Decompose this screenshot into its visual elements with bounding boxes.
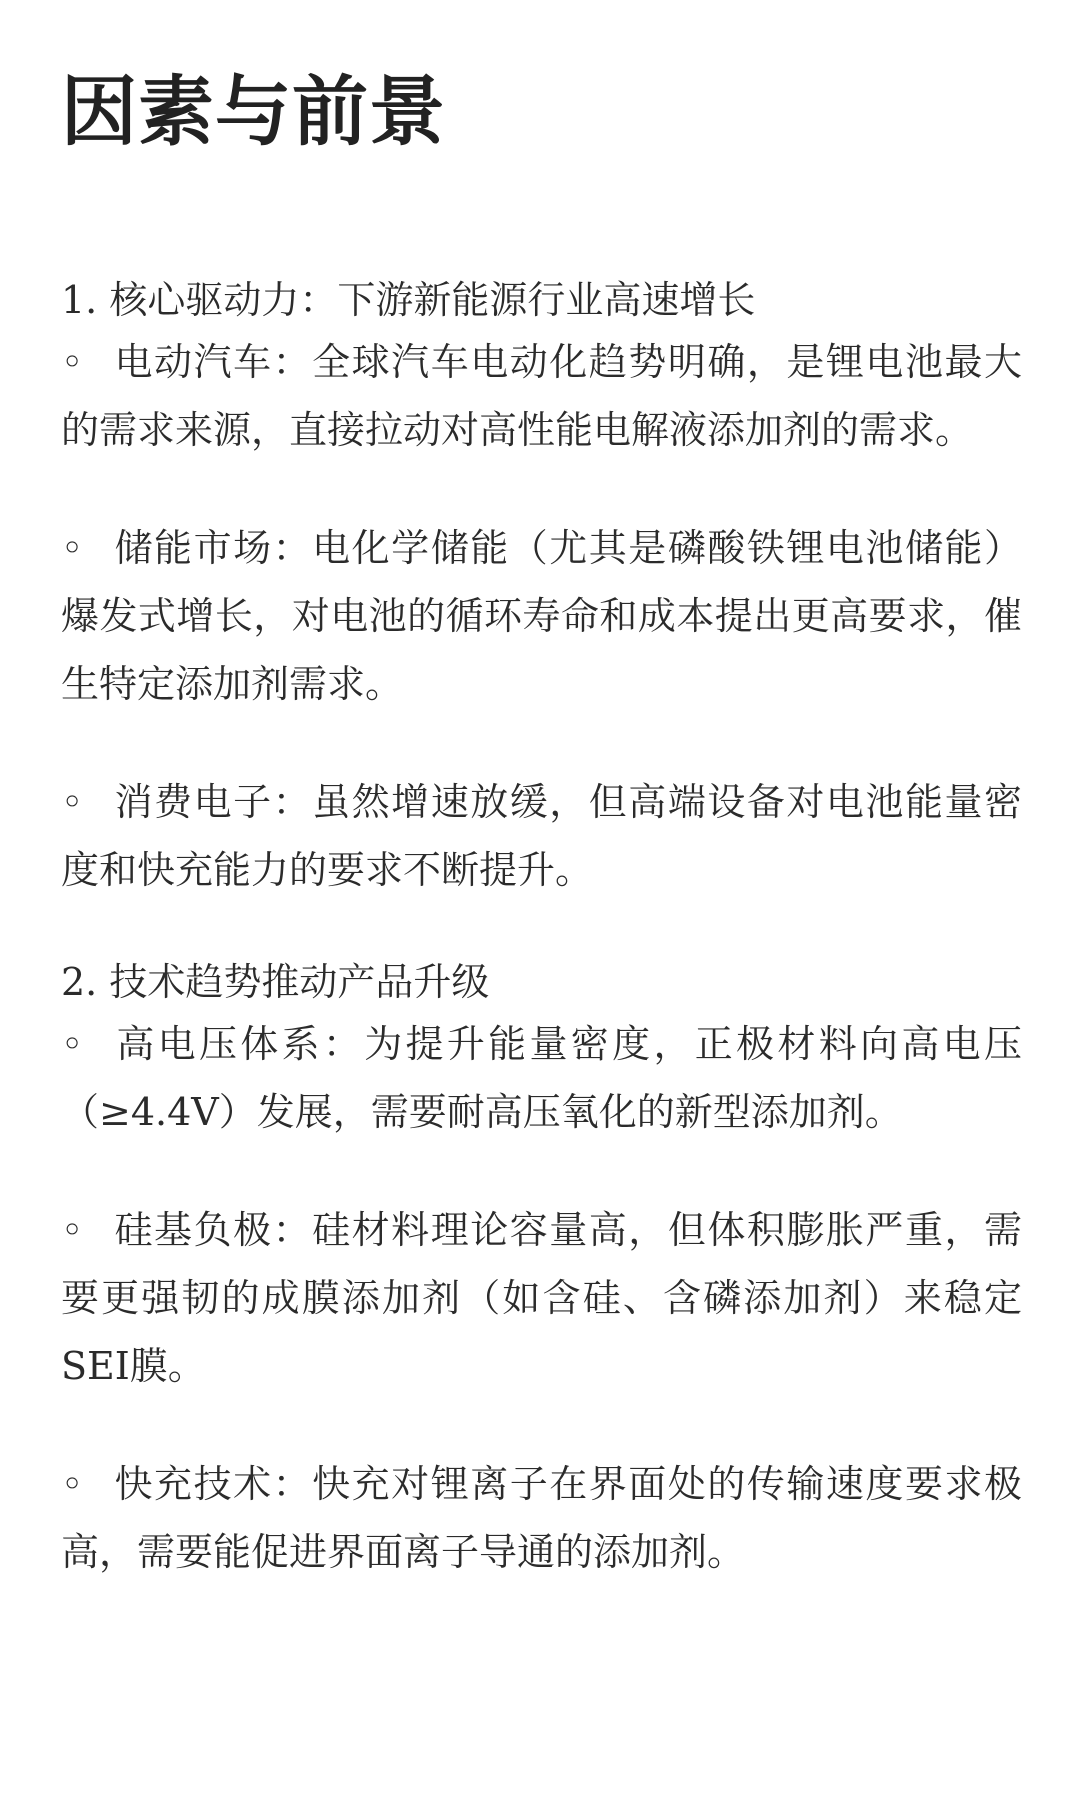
section-heading: 1. 核心驱动力：下游新能源行业高速增长 bbox=[61, 278, 756, 322]
bullet-mark: ◦ bbox=[61, 340, 84, 384]
list-item-text: 硅基负极：硅材料理论容量高，但体积膨胀严重，需要更强韧的成膜添加剂（如含硅、含磷添加剂）来稳定SEI膜。 bbox=[61, 1208, 1022, 1388]
list-item-fast-charging bbox=[61, 1450, 1022, 1586]
list-item-text: 快充技术：快充对锂离子在界面处的传输速度要求极高，需要能促进界面离子导通的添加剂。 bbox=[61, 1462, 1022, 1574]
list-item-consumer-electronics bbox=[61, 768, 1022, 904]
section-tech-trends bbox=[61, 954, 1022, 1586]
page-title: 因素与前景 bbox=[61, 67, 446, 156]
section-heading: 2. 技术趋势推动产品升级 bbox=[61, 960, 490, 1004]
list-item-silicon-anode bbox=[61, 1196, 1022, 1400]
list-item-text: 消费电子：虽然增速放缓，但高端设备对电池能量密度和快充能力的要求不断提升。 bbox=[61, 780, 1022, 892]
list-item-text: 高电压体系：为提升能量密度，正极材料向高电压（≥4.4V）发展，需要耐高压氧化的新型添加剂。 bbox=[61, 1022, 1022, 1134]
list-item-text: 电动汽车：全球汽车电动化趋势明确，是锂电池最大的需求来源，直接拉动对高性能电解液添加剂的需求。 bbox=[61, 340, 1022, 452]
section-core-drivers bbox=[61, 272, 1022, 904]
bullet-mark: ◦ bbox=[61, 526, 84, 570]
list-item-electric-vehicles bbox=[61, 328, 1022, 464]
bullet-mark: ◦ bbox=[61, 1462, 84, 1506]
list-item-text: 储能市场：电化学储能（尤其是磷酸铁锂电池储能）爆发式增长，对电池的循环寿命和成本提出更高要求，催生特定添加剂需求。 bbox=[61, 526, 1022, 706]
bullet-mark: ◦ bbox=[61, 780, 84, 824]
list-item-energy-storage bbox=[61, 514, 1022, 718]
list-item-high-voltage bbox=[61, 1010, 1022, 1146]
bullet-mark: ◦ bbox=[61, 1208, 84, 1252]
bullet-mark: ◦ bbox=[61, 1022, 84, 1066]
